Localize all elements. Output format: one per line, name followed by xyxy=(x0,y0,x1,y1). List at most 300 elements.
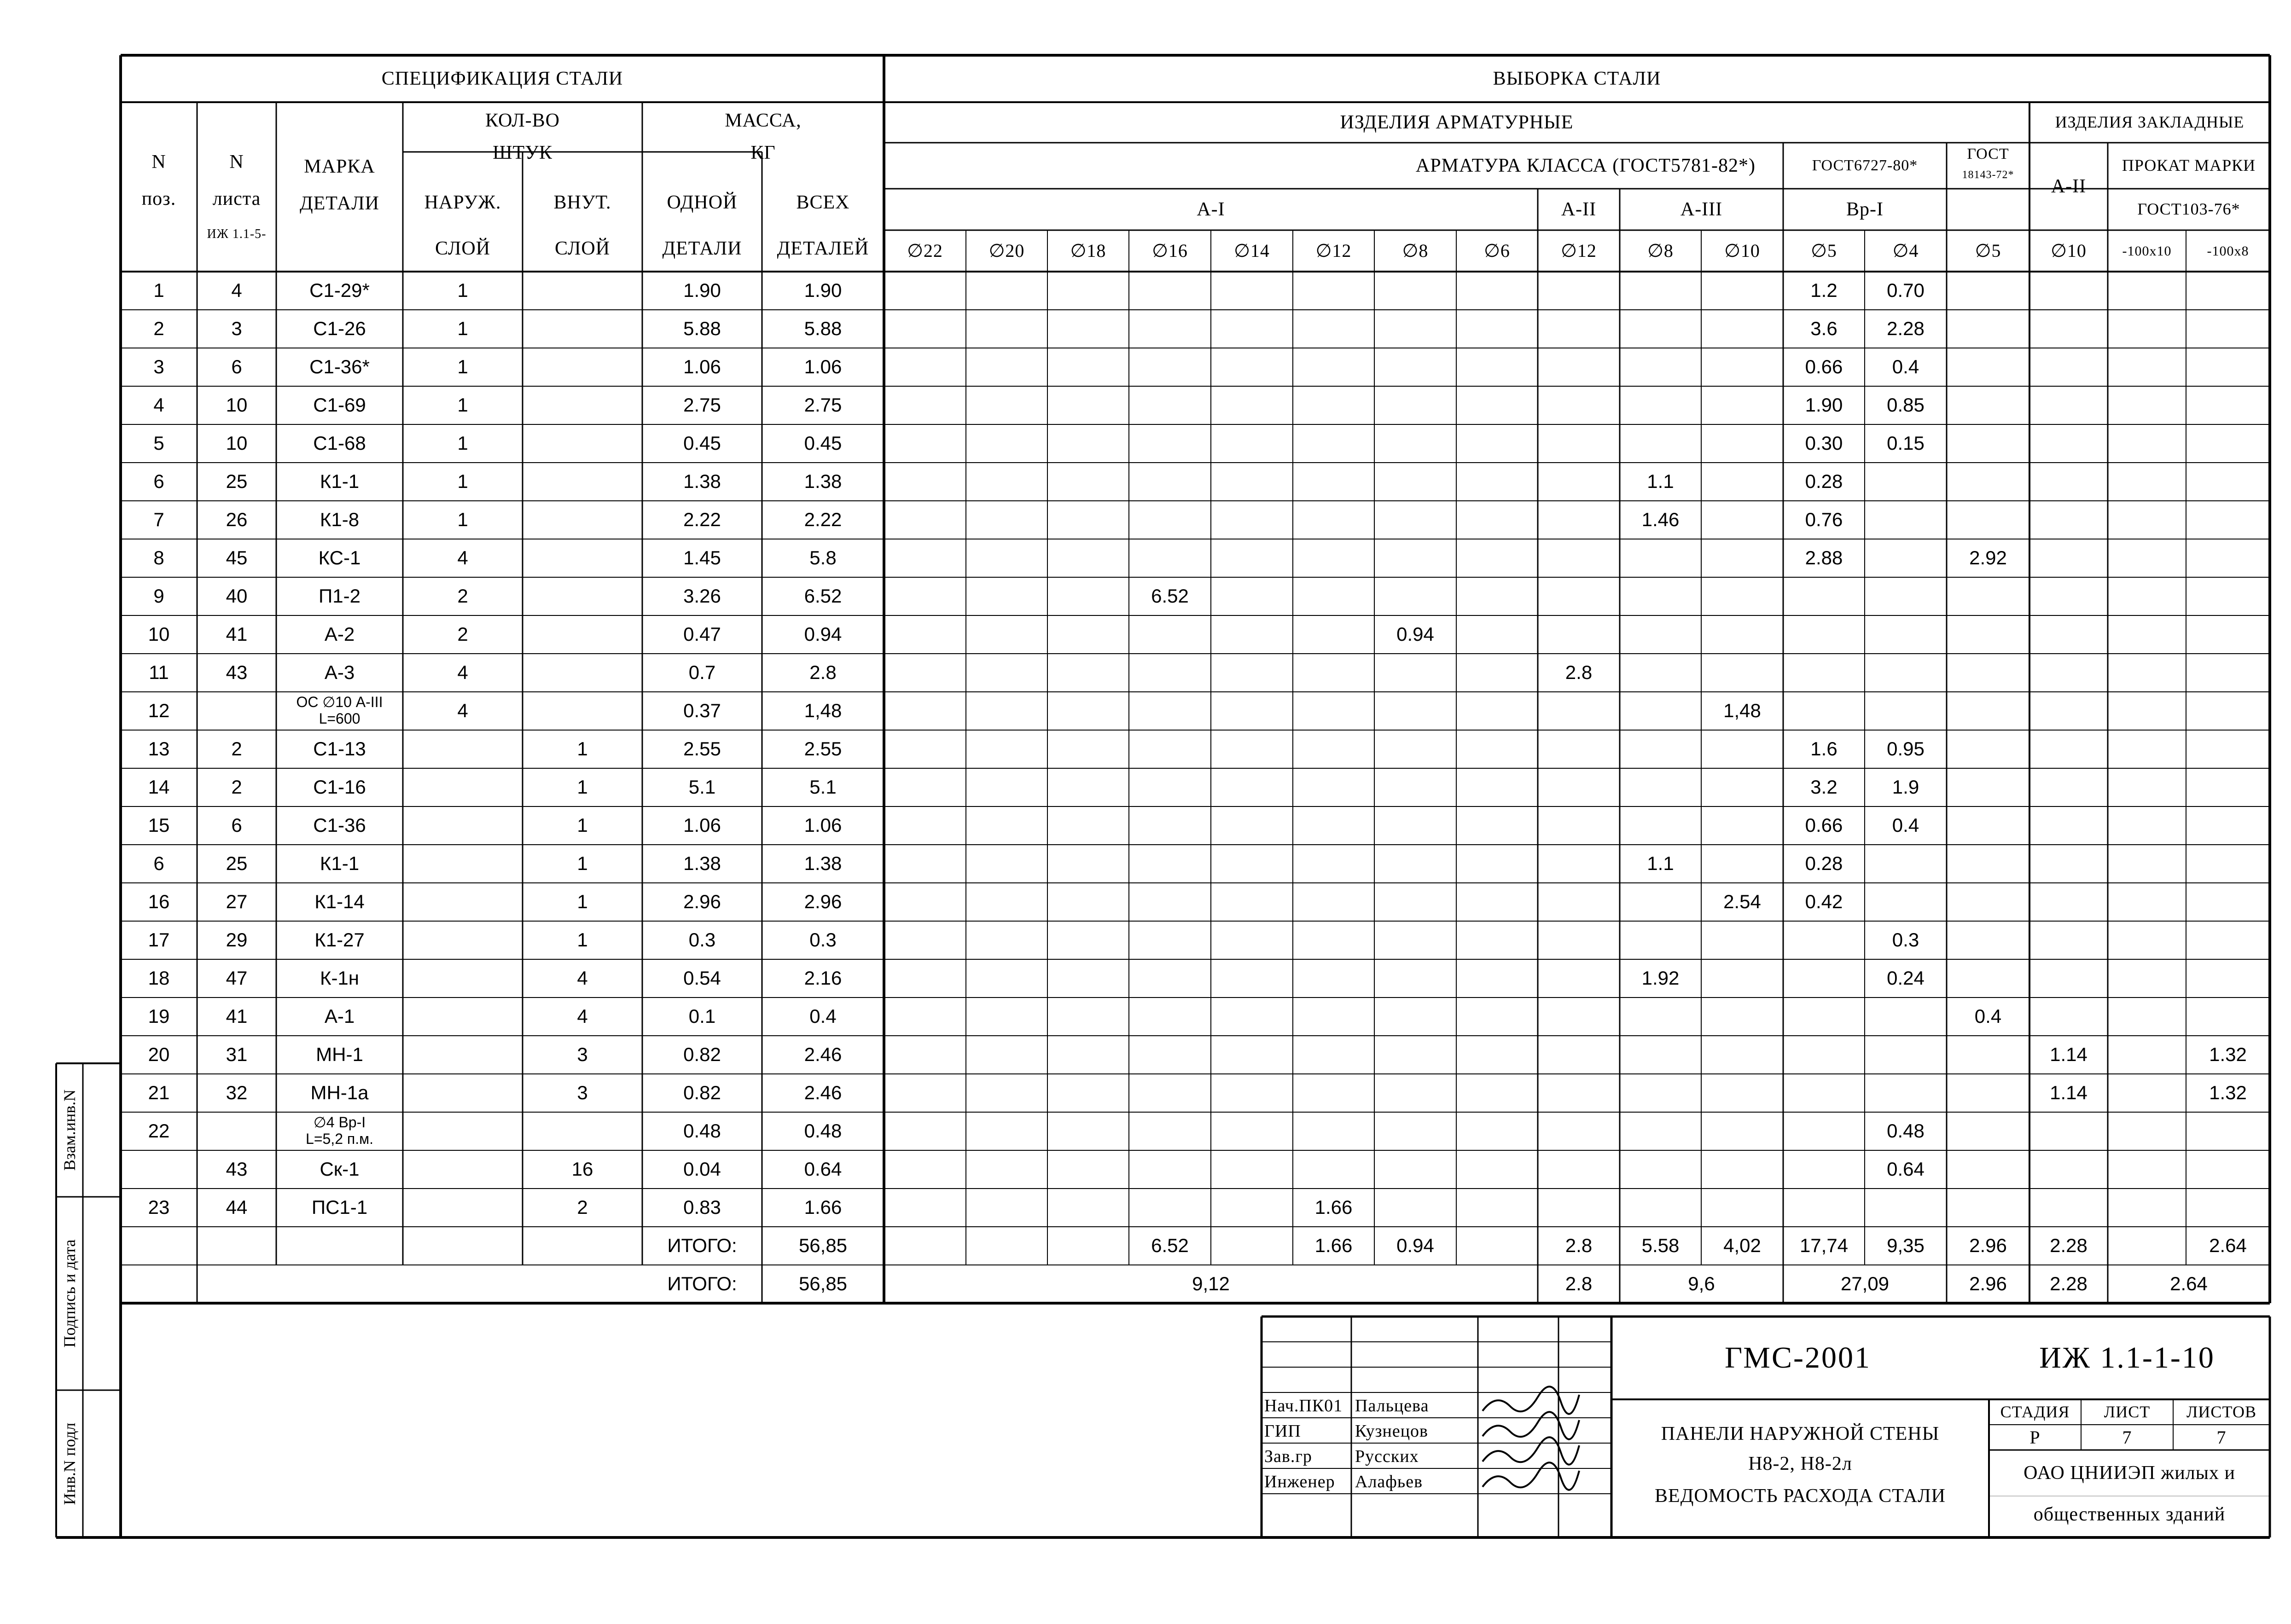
row-mark: С1-68 xyxy=(313,432,366,454)
row-pos: 23 xyxy=(148,1196,170,1218)
row-sheet: 6 xyxy=(231,814,242,836)
row-pos: 3 xyxy=(153,356,164,378)
row-value: 1.90 xyxy=(1805,394,1843,416)
stamp-title-line2: Н8-2, Н8-2л xyxy=(1748,1453,1852,1474)
row-value: 1.66 xyxy=(1314,1196,1353,1218)
row-sheet: 45 xyxy=(226,547,248,569)
row-value: 0.76 xyxy=(1805,509,1843,531)
row-mass-one: 2.55 xyxy=(683,738,721,760)
diameter-header: ∅10 xyxy=(1724,240,1760,261)
row-pos: 4 xyxy=(153,394,164,416)
row-pos: 18 xyxy=(148,967,170,989)
row-sheet: 2 xyxy=(231,776,242,798)
row-outer: 4 xyxy=(457,700,468,722)
diameter-header: ∅8 xyxy=(1647,240,1674,261)
mark-header-2: ДЕТАЛИ xyxy=(299,192,379,214)
row-value: 1.32 xyxy=(2209,1082,2247,1104)
row-mark: КС-1 xyxy=(318,547,361,569)
row-mark: К1-27 xyxy=(314,929,365,951)
row-outer: 1 xyxy=(457,356,468,378)
stamp-name: Алафьев xyxy=(1355,1472,1423,1492)
inner-header-2: СЛОЙ xyxy=(554,238,611,259)
gost103-header: ГОСТ103-76* xyxy=(2137,200,2240,219)
row-mark: С1-36* xyxy=(309,356,370,378)
row-mass-one: 0.3 xyxy=(688,929,716,951)
row-mass-one: 0.45 xyxy=(683,432,721,454)
row-pos: 17 xyxy=(148,929,170,951)
row-value: 0.28 xyxy=(1805,853,1843,875)
side-vzam-label: Взам.инв.N xyxy=(60,1089,79,1171)
row-mark: ОС ∅10 А-III xyxy=(296,694,383,711)
pos-n-header: N xyxy=(151,151,166,173)
row-mass-one: 5.1 xyxy=(688,776,716,798)
row-outer xyxy=(403,1074,523,1112)
row-value: 6.52 xyxy=(1151,585,1189,607)
row-sheet: 43 xyxy=(226,661,248,684)
row-sheet: 10 xyxy=(226,432,248,454)
diameter-header: ∅14 xyxy=(1234,240,1270,261)
one-header: ОДНОЙ xyxy=(667,191,738,213)
row-mass-one: 0.1 xyxy=(688,1005,716,1027)
row-outer: 2 xyxy=(457,585,468,607)
row-pos: 12 xyxy=(148,700,170,722)
row-mass-all: 6.52 xyxy=(804,585,842,607)
stamp-title-line3: ВЕДОМОСТЬ РАСХОДА СТАЛИ xyxy=(1655,1485,1946,1507)
row-value: 0.42 xyxy=(1805,891,1843,913)
mass-header-2: КГ xyxy=(750,142,776,163)
diameter-header: ∅8 xyxy=(1402,240,1429,261)
diameter-header: ∅5 xyxy=(1975,240,2001,261)
row-inner xyxy=(523,424,642,463)
row-mass-one: 0.04 xyxy=(683,1158,721,1180)
row-sheet: 29 xyxy=(226,929,248,951)
row-inner xyxy=(523,577,642,615)
diameter-header: -100x10 xyxy=(2122,243,2172,259)
row-mark: С1-36 xyxy=(313,814,366,836)
row-value: 1.9 xyxy=(1892,776,1919,798)
row-inner xyxy=(523,654,642,692)
row-outer xyxy=(403,883,523,921)
diameter-header: ∅6 xyxy=(1484,240,1510,261)
row-mass-all: 2.55 xyxy=(804,738,842,760)
diameter-header: ∅12 xyxy=(1315,240,1352,261)
row-sheet: 47 xyxy=(226,967,248,989)
row-mass-one: 0.47 xyxy=(683,623,721,645)
row-sheet xyxy=(197,692,276,730)
row-mass-all: 0.3 xyxy=(809,929,837,951)
row-inner xyxy=(523,386,642,424)
row-mass-all: 0.4 xyxy=(809,1005,837,1027)
row-mark: А-2 xyxy=(324,623,355,645)
row-value: 0.4 xyxy=(1892,814,1919,836)
total2-label: ИТОГО: xyxy=(667,1273,737,1295)
row-value: 2.8 xyxy=(1565,661,1593,684)
gost18143-header: 18143-72* xyxy=(1962,168,2014,181)
row-mark: К-1н xyxy=(320,967,359,989)
row-sheet: 44 xyxy=(226,1196,248,1218)
row-mass-all: 1.06 xyxy=(804,356,842,378)
row-pos: 6 xyxy=(153,853,164,875)
row-inner: 1 xyxy=(577,814,588,836)
row-inner: 1 xyxy=(577,738,588,760)
row-pos: 13 xyxy=(148,738,170,760)
row-outer xyxy=(403,1189,523,1227)
row-value: 0.64 xyxy=(1887,1158,1925,1180)
row-inner xyxy=(523,539,642,577)
row-inner xyxy=(523,692,642,730)
qty-header: КОЛ-ВО xyxy=(485,110,560,131)
total2-a2: 2.8 xyxy=(1565,1273,1593,1295)
row-value: 0.66 xyxy=(1805,356,1843,378)
select-title: ВЫБОРКА СТАЛИ xyxy=(1493,68,1661,89)
total1-label: ИТОГО: xyxy=(667,1235,737,1257)
row-mass-all: 2.96 xyxy=(804,891,842,913)
row-mass-all: 1.66 xyxy=(804,1196,842,1218)
row-sheet: 25 xyxy=(226,470,248,493)
row-inner xyxy=(523,348,642,386)
diameter-header: ∅4 xyxy=(1892,240,1919,261)
row-outer: 2 xyxy=(457,623,468,645)
total1-value: 1.66 xyxy=(1314,1235,1353,1257)
row-sheet xyxy=(197,1112,276,1150)
signature-mark xyxy=(1483,1462,1579,1490)
row-mark: К1-8 xyxy=(320,509,360,531)
row-mass-one: 0.82 xyxy=(683,1082,721,1104)
row-value: 2.28 xyxy=(1887,318,1925,340)
row-sheet: 31 xyxy=(226,1044,248,1066)
row-value: 0.15 xyxy=(1887,432,1925,454)
row-mark: С1-26 xyxy=(313,318,366,340)
stamp-name: Кузнецов xyxy=(1355,1421,1428,1441)
gost16727-header: ГОСТ6727-80* xyxy=(1812,157,1918,174)
diameter-header: -100x8 xyxy=(2207,243,2249,259)
signature-mark xyxy=(1483,1412,1579,1439)
row-value: 0.30 xyxy=(1805,432,1843,454)
stamp-stage: Р xyxy=(2029,1427,2041,1448)
row-outer xyxy=(403,959,523,998)
row-value: 1.14 xyxy=(2050,1044,2087,1066)
row-outer xyxy=(403,1150,523,1189)
row-value: 1.46 xyxy=(1641,509,1680,531)
row-pos xyxy=(121,1150,197,1189)
row-sheet: 26 xyxy=(226,509,248,531)
row-mass-one: 0.48 xyxy=(683,1120,721,1142)
row-outer xyxy=(403,730,523,768)
stamp-org-line2: общественных зданий xyxy=(2033,1503,2226,1525)
row-value: 3.2 xyxy=(1810,776,1837,798)
row-mass-one: 1.06 xyxy=(683,814,721,836)
row-sheet: 41 xyxy=(226,1005,248,1027)
row-sheet: 10 xyxy=(226,394,248,416)
row-mass-one: 5.88 xyxy=(683,318,721,340)
row-pos: 6 xyxy=(153,470,164,493)
row-inner: 16 xyxy=(571,1158,593,1180)
row-mass-all: 1.38 xyxy=(804,853,842,875)
total1-value: 5.58 xyxy=(1641,1235,1680,1257)
row-mass-one: 3.26 xyxy=(683,585,721,607)
stamp-role: Нач.ПК01 xyxy=(1264,1396,1343,1416)
row-pos: 15 xyxy=(148,814,170,836)
row-value: 0.85 xyxy=(1887,394,1925,416)
row-outer: 4 xyxy=(457,661,468,684)
signature-mark xyxy=(1483,1437,1579,1464)
row-mass-one: 1.06 xyxy=(683,356,721,378)
sheet-header: листа xyxy=(212,188,261,209)
row-outer xyxy=(403,845,523,883)
total2-rolled: 2.64 xyxy=(2170,1273,2208,1295)
row-pos: 19 xyxy=(148,1005,170,1027)
row-mass-one: 0.83 xyxy=(683,1196,721,1218)
total1-value: 4,02 xyxy=(1723,1235,1761,1257)
diameter-header: ∅18 xyxy=(1070,240,1106,261)
row-pos: 5 xyxy=(153,432,164,454)
total1-value: 0.94 xyxy=(1396,1235,1434,1257)
row-mark: А-3 xyxy=(324,661,355,684)
a1-header: А-I xyxy=(1197,198,1225,220)
gost-short-header: ГОСТ xyxy=(1967,145,2009,163)
row-value: 1.92 xyxy=(1641,967,1680,989)
total2-gost: 2.96 xyxy=(1969,1273,2007,1295)
sheet-n-header: N xyxy=(229,151,244,173)
row-outer xyxy=(403,806,523,845)
row-inner xyxy=(523,463,642,501)
row-mark: К1-1 xyxy=(320,470,360,493)
row-inner: 1 xyxy=(577,853,588,875)
row-value: 0.24 xyxy=(1887,967,1925,989)
row-value: 1,48 xyxy=(1723,700,1761,722)
stamp-code-right: ИЖ 1.1-1-10 xyxy=(2039,1340,2215,1375)
row-pos: 14 xyxy=(148,776,170,798)
row-sheet: 40 xyxy=(226,585,248,607)
row-pos: 8 xyxy=(153,547,164,569)
outer-header: НАРУЖ. xyxy=(424,191,501,213)
row-value: 0.28 xyxy=(1805,470,1843,493)
row-mass-all: 5.88 xyxy=(804,318,842,340)
row-sheet: 27 xyxy=(226,891,248,913)
qty-header-2: ШТУК xyxy=(493,142,552,163)
row-mass-all: 2.16 xyxy=(804,967,842,989)
row-value: 1.32 xyxy=(2209,1044,2247,1066)
row-pos: 2 xyxy=(153,318,164,340)
row-value: 0.94 xyxy=(1396,623,1434,645)
row-value: 0.70 xyxy=(1887,279,1925,302)
row-mark-2: L=5,2 п.м. xyxy=(306,1131,373,1148)
total1-value: 6.52 xyxy=(1151,1235,1189,1257)
side-inv-label: Инв.N подл xyxy=(60,1422,79,1505)
one-header-2: ДЕТАЛИ xyxy=(662,238,742,259)
row-mass-all: 1.06 xyxy=(804,814,842,836)
rolled-header: ПРОКАТ МАРКИ xyxy=(2122,156,2256,175)
stamp-sheet: 7 xyxy=(2122,1427,2132,1448)
row-sheet: 3 xyxy=(231,318,242,340)
side-sign-date-label: Подпись и дата xyxy=(60,1239,79,1348)
vr1-header: Вр-I xyxy=(1846,198,1884,220)
row-mass-all: 1.38 xyxy=(804,470,842,493)
row-outer: 1 xyxy=(457,394,468,416)
row-value: 0.3 xyxy=(1892,929,1919,951)
row-mark: А-1 xyxy=(324,1005,355,1027)
stamp-role: Инженер xyxy=(1264,1472,1335,1492)
row-inner: 1 xyxy=(577,776,588,798)
row-mass-all: 2.22 xyxy=(804,509,842,531)
row-outer xyxy=(403,998,523,1036)
row-mark: С1-16 xyxy=(313,776,366,798)
row-mark: ПС1-1 xyxy=(311,1196,368,1218)
stamp-sheets: 7 xyxy=(2216,1427,2227,1448)
row-outer: 1 xyxy=(457,509,468,531)
row-inner xyxy=(523,310,642,348)
row-mass-one: 0.37 xyxy=(683,700,721,722)
signature-mark xyxy=(1483,1386,1579,1414)
row-inner: 3 xyxy=(577,1082,588,1104)
a3-header: А-III xyxy=(1680,198,1723,220)
row-inner: 1 xyxy=(577,929,588,951)
row-mass-all: 0.64 xyxy=(804,1158,842,1180)
row-outer: 1 xyxy=(457,318,468,340)
row-outer: 1 xyxy=(457,470,468,493)
total1-value: 2.8 xyxy=(1565,1235,1593,1257)
mark-header: МАРКА xyxy=(304,156,375,177)
row-pos: 16 xyxy=(148,891,170,913)
row-inner: 4 xyxy=(577,967,588,989)
row-value: 1.1 xyxy=(1647,853,1674,875)
total1-value: 9,35 xyxy=(1887,1235,1925,1257)
row-inner: 3 xyxy=(577,1044,588,1066)
row-value: 1.6 xyxy=(1810,738,1837,760)
row-mark: МН-1 xyxy=(316,1044,363,1066)
row-mass-one: 0.82 xyxy=(683,1044,721,1066)
stamp-code-left: ГМС-2001 xyxy=(1725,1340,1871,1375)
row-mark: МН-1а xyxy=(310,1082,369,1104)
row-value: 3.6 xyxy=(1810,318,1837,340)
row-mass-all: 0.48 xyxy=(804,1120,842,1142)
row-mass-all: 0.94 xyxy=(804,623,842,645)
row-inner xyxy=(523,272,642,310)
row-outer: 1 xyxy=(457,432,468,454)
row-outer: 1 xyxy=(457,279,468,302)
row-mass-all: 2.75 xyxy=(804,394,842,416)
stamp-sheets-label: ЛИСТОВ xyxy=(2186,1402,2256,1421)
diameter-header: ∅20 xyxy=(989,240,1025,261)
row-value: 2.54 xyxy=(1723,891,1761,913)
total1-all: 56,85 xyxy=(798,1235,848,1257)
row-mark: К1-14 xyxy=(314,891,365,913)
row-value: 1.2 xyxy=(1810,279,1837,302)
row-sheet: 43 xyxy=(226,1158,248,1180)
row-sheet: 25 xyxy=(226,853,248,875)
row-mark: К1-1 xyxy=(320,853,360,875)
row-value: 2.92 xyxy=(1969,547,2007,569)
all-header: ВСЕХ xyxy=(796,191,850,213)
total2-a2e: 2.28 xyxy=(2050,1273,2087,1295)
stamp-name: Русских xyxy=(1355,1447,1419,1467)
row-value: 0.95 xyxy=(1887,738,1925,760)
diameter-header: ∅5 xyxy=(1811,240,1837,261)
row-mass-all: 0.45 xyxy=(804,432,842,454)
row-pos: 11 xyxy=(149,661,169,684)
stamp-org-line1: ОАО ЦНИИЭП жилых и xyxy=(2024,1462,2235,1484)
total1-value: 2.64 xyxy=(2209,1235,2247,1257)
all-header-2: ДЕТАЛЕЙ xyxy=(777,238,869,259)
row-outer xyxy=(403,768,523,806)
total2-a3: 9,6 xyxy=(1688,1273,1715,1295)
diameter-header: ∅10 xyxy=(2051,240,2087,261)
row-value: 1.1 xyxy=(1647,470,1674,493)
row-mark: С1-29* xyxy=(309,279,370,302)
stamp-title-line1: ПАНЕЛИ НАРУЖНОЙ СТЕНЫ xyxy=(1661,1423,1940,1444)
sheet-code-header: ИЖ 1.1-5- xyxy=(207,226,267,241)
embedded-items-header: ИЗДЕЛИЯ ЗАКЛАДНЫЕ xyxy=(2055,113,2244,132)
row-value: 2.88 xyxy=(1805,547,1843,569)
row-mass-one: 1.45 xyxy=(683,547,721,569)
row-sheet: 2 xyxy=(231,738,242,760)
total2-all: 56,85 xyxy=(798,1273,848,1295)
row-mass-all: 1,48 xyxy=(804,700,842,722)
row-mark: П1-2 xyxy=(319,585,361,607)
row-mark: Ск-1 xyxy=(320,1158,360,1180)
row-pos: 1 xyxy=(153,279,164,302)
row-mark-2: L=600 xyxy=(319,710,361,727)
total2-vr1: 27,09 xyxy=(1840,1273,1890,1295)
diameter-header: ∅16 xyxy=(1152,240,1188,261)
row-inner xyxy=(523,1112,642,1150)
mass-header: МАССА, xyxy=(725,110,802,131)
row-mass-one: 1.38 xyxy=(683,470,721,493)
outer-header-2: СЛОЙ xyxy=(435,238,491,259)
row-sheet: 6 xyxy=(231,356,242,378)
row-value: 0.66 xyxy=(1805,814,1843,836)
total2-a1: 9,12 xyxy=(1192,1273,1230,1295)
stamp-sheet-label: ЛИСТ xyxy=(2104,1402,2151,1421)
total1-value: 2.28 xyxy=(2050,1235,2087,1257)
total1-value: 2.96 xyxy=(1969,1235,2007,1257)
diameter-header: ∅22 xyxy=(907,240,943,261)
stamp-name: Пальцева xyxy=(1355,1396,1429,1416)
row-mass-one: 1.38 xyxy=(683,853,721,875)
row-inner: 1 xyxy=(577,891,588,913)
row-mark: С1-13 xyxy=(313,738,366,760)
row-mass-one: 0.54 xyxy=(683,967,721,989)
row-sheet: 4 xyxy=(231,279,242,302)
inner-header: ВНУТ. xyxy=(553,191,611,213)
row-outer xyxy=(403,1036,523,1074)
row-pos: 21 xyxy=(148,1082,170,1104)
row-inner xyxy=(523,501,642,539)
row-sheet: 32 xyxy=(226,1082,248,1104)
total1-value: 17,74 xyxy=(1799,1235,1849,1257)
row-mass-all: 2.8 xyxy=(809,661,837,684)
row-value: 1.14 xyxy=(2050,1082,2087,1104)
row-mark: ∅4 Вр-I xyxy=(313,1114,366,1131)
row-value: 0.4 xyxy=(1892,356,1919,378)
row-pos: 9 xyxy=(153,585,164,607)
armature-items-header: ИЗДЕЛИЯ АРМАТУРНЫЕ xyxy=(1340,111,1574,133)
row-mass-all: 5.8 xyxy=(809,547,837,569)
row-pos: 22 xyxy=(148,1120,170,1142)
row-inner: 4 xyxy=(577,1005,588,1027)
row-pos: 10 xyxy=(148,623,170,645)
row-mass-one: 0.7 xyxy=(688,661,716,684)
a2-embed-header: А-II xyxy=(2051,175,2087,197)
row-outer xyxy=(403,1112,523,1150)
row-mass-one: 1.90 xyxy=(683,279,721,302)
stamp-role: Зав.гр xyxy=(1264,1447,1312,1467)
row-mass-one: 2.96 xyxy=(683,891,721,913)
row-pos: 7 xyxy=(153,509,164,531)
row-inner xyxy=(523,615,642,654)
row-mass-all: 2.46 xyxy=(804,1044,842,1066)
stamp-role: ГИП xyxy=(1264,1421,1301,1441)
